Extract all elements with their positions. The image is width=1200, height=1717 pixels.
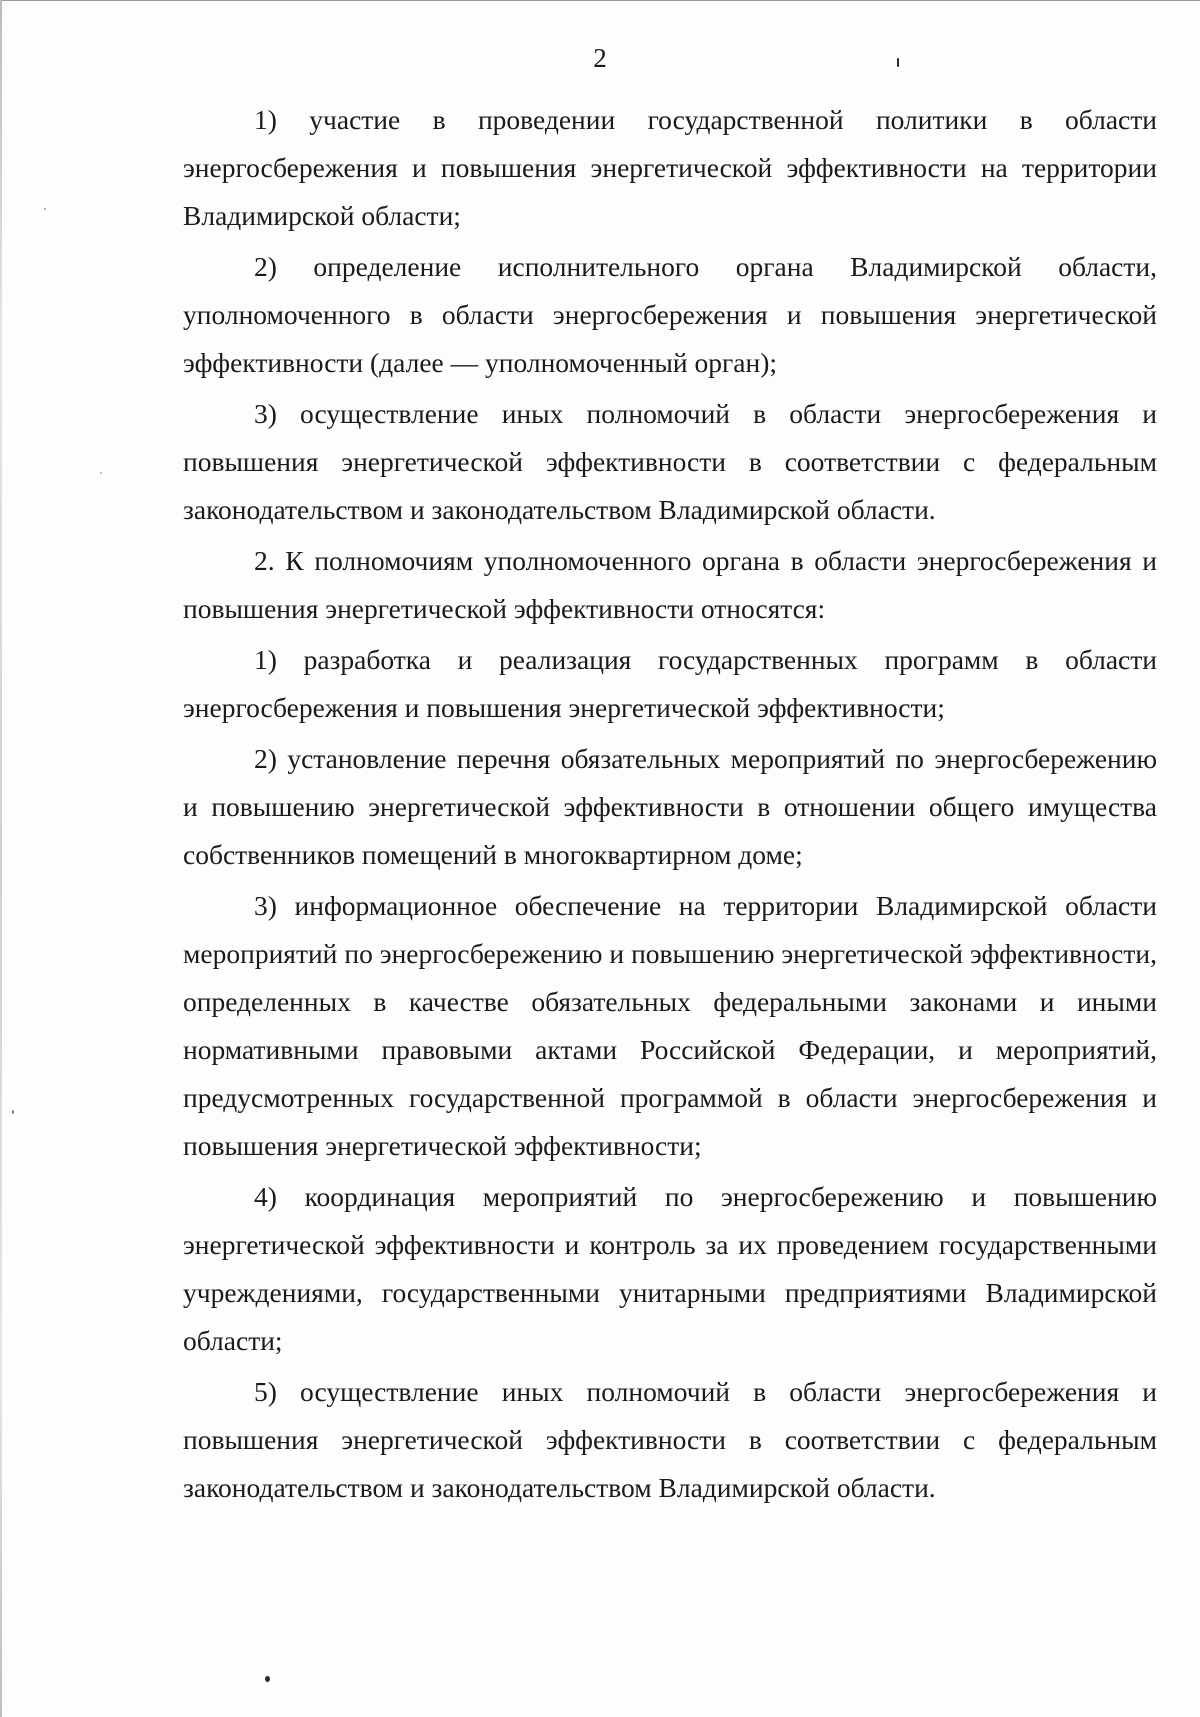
scan-top-edge [0,0,1200,1]
paragraph-section-2-item-4: 4) координация мероприятий по энергосбережению и повышению энергетической эффективности и контроль за их проведением государственными учреждениями, государственными унитарными предприятиями Владимирской области; [183,1181,1157,1356]
scan-speck [897,58,899,67]
scan-speck [265,1676,270,1682]
paragraph-3-other-powers: 3) осуществление иных полномочий в области энергосбережения и повышения энергетической эффективности в соответствии с федеральным законодательством и законодательством Владимирской области. [183,398,1157,525]
paragraph-section-2-intro: 2. К полномочиям уполномоченного органа в области энергосбережения и повышения энергетической эффективности относятся: [183,545,1157,624]
paragraph-section-2-item-1: 1) разработка и реализация государственных программ в области энергосбережения и повышения энергетической эффективности; [183,644,1157,723]
paragraph-section-2-item-5: 5) осуществление иных полномочий в области энергосбережения и повышения энергетической эффективности в соответствии с федеральным законодательством и законодательством Владимирской области. [183,1376,1157,1503]
paragraph-2-designation: 2) определение исполнительного органа Владимирской области, уполномоченного в области энергосбережения и повышения энергетической эффективности (далее — уполномоченный орган); [183,251,1157,378]
paragraph-section-2-item-3: 3) информационное обеспечение на территории Владимирской области мероприятий по энергосбережению и повышению энергетической эффективности, определенных в качестве обязательных федеральными законами и иными нормативными правовыми актами Российской Федерации, и мероприятий, предусмотренных государственной программой в области энергосбережения и повышения энергетической эффективности; [183,890,1157,1161]
scan-left-edge [0,0,2,1717]
scan-speck [44,208,46,210]
scan-speck [12,1110,14,1114]
scan-speck [100,472,102,474]
document-body [183,96,1157,1515]
page-number: 2 [593,43,607,73]
paragraph-section-2-item-2: 2) установление перечня обязательных мероприятий по энергосбережению и повышению энергетической эффективности в отношении общего имущества собственников помещений в многоквартирном доме; [183,743,1157,870]
paragraph-1-participation: 1) участие в проведении государственной политики в области энергосбережения и повышения энергетической эффективности на территории Владимирской области; [183,104,1157,231]
